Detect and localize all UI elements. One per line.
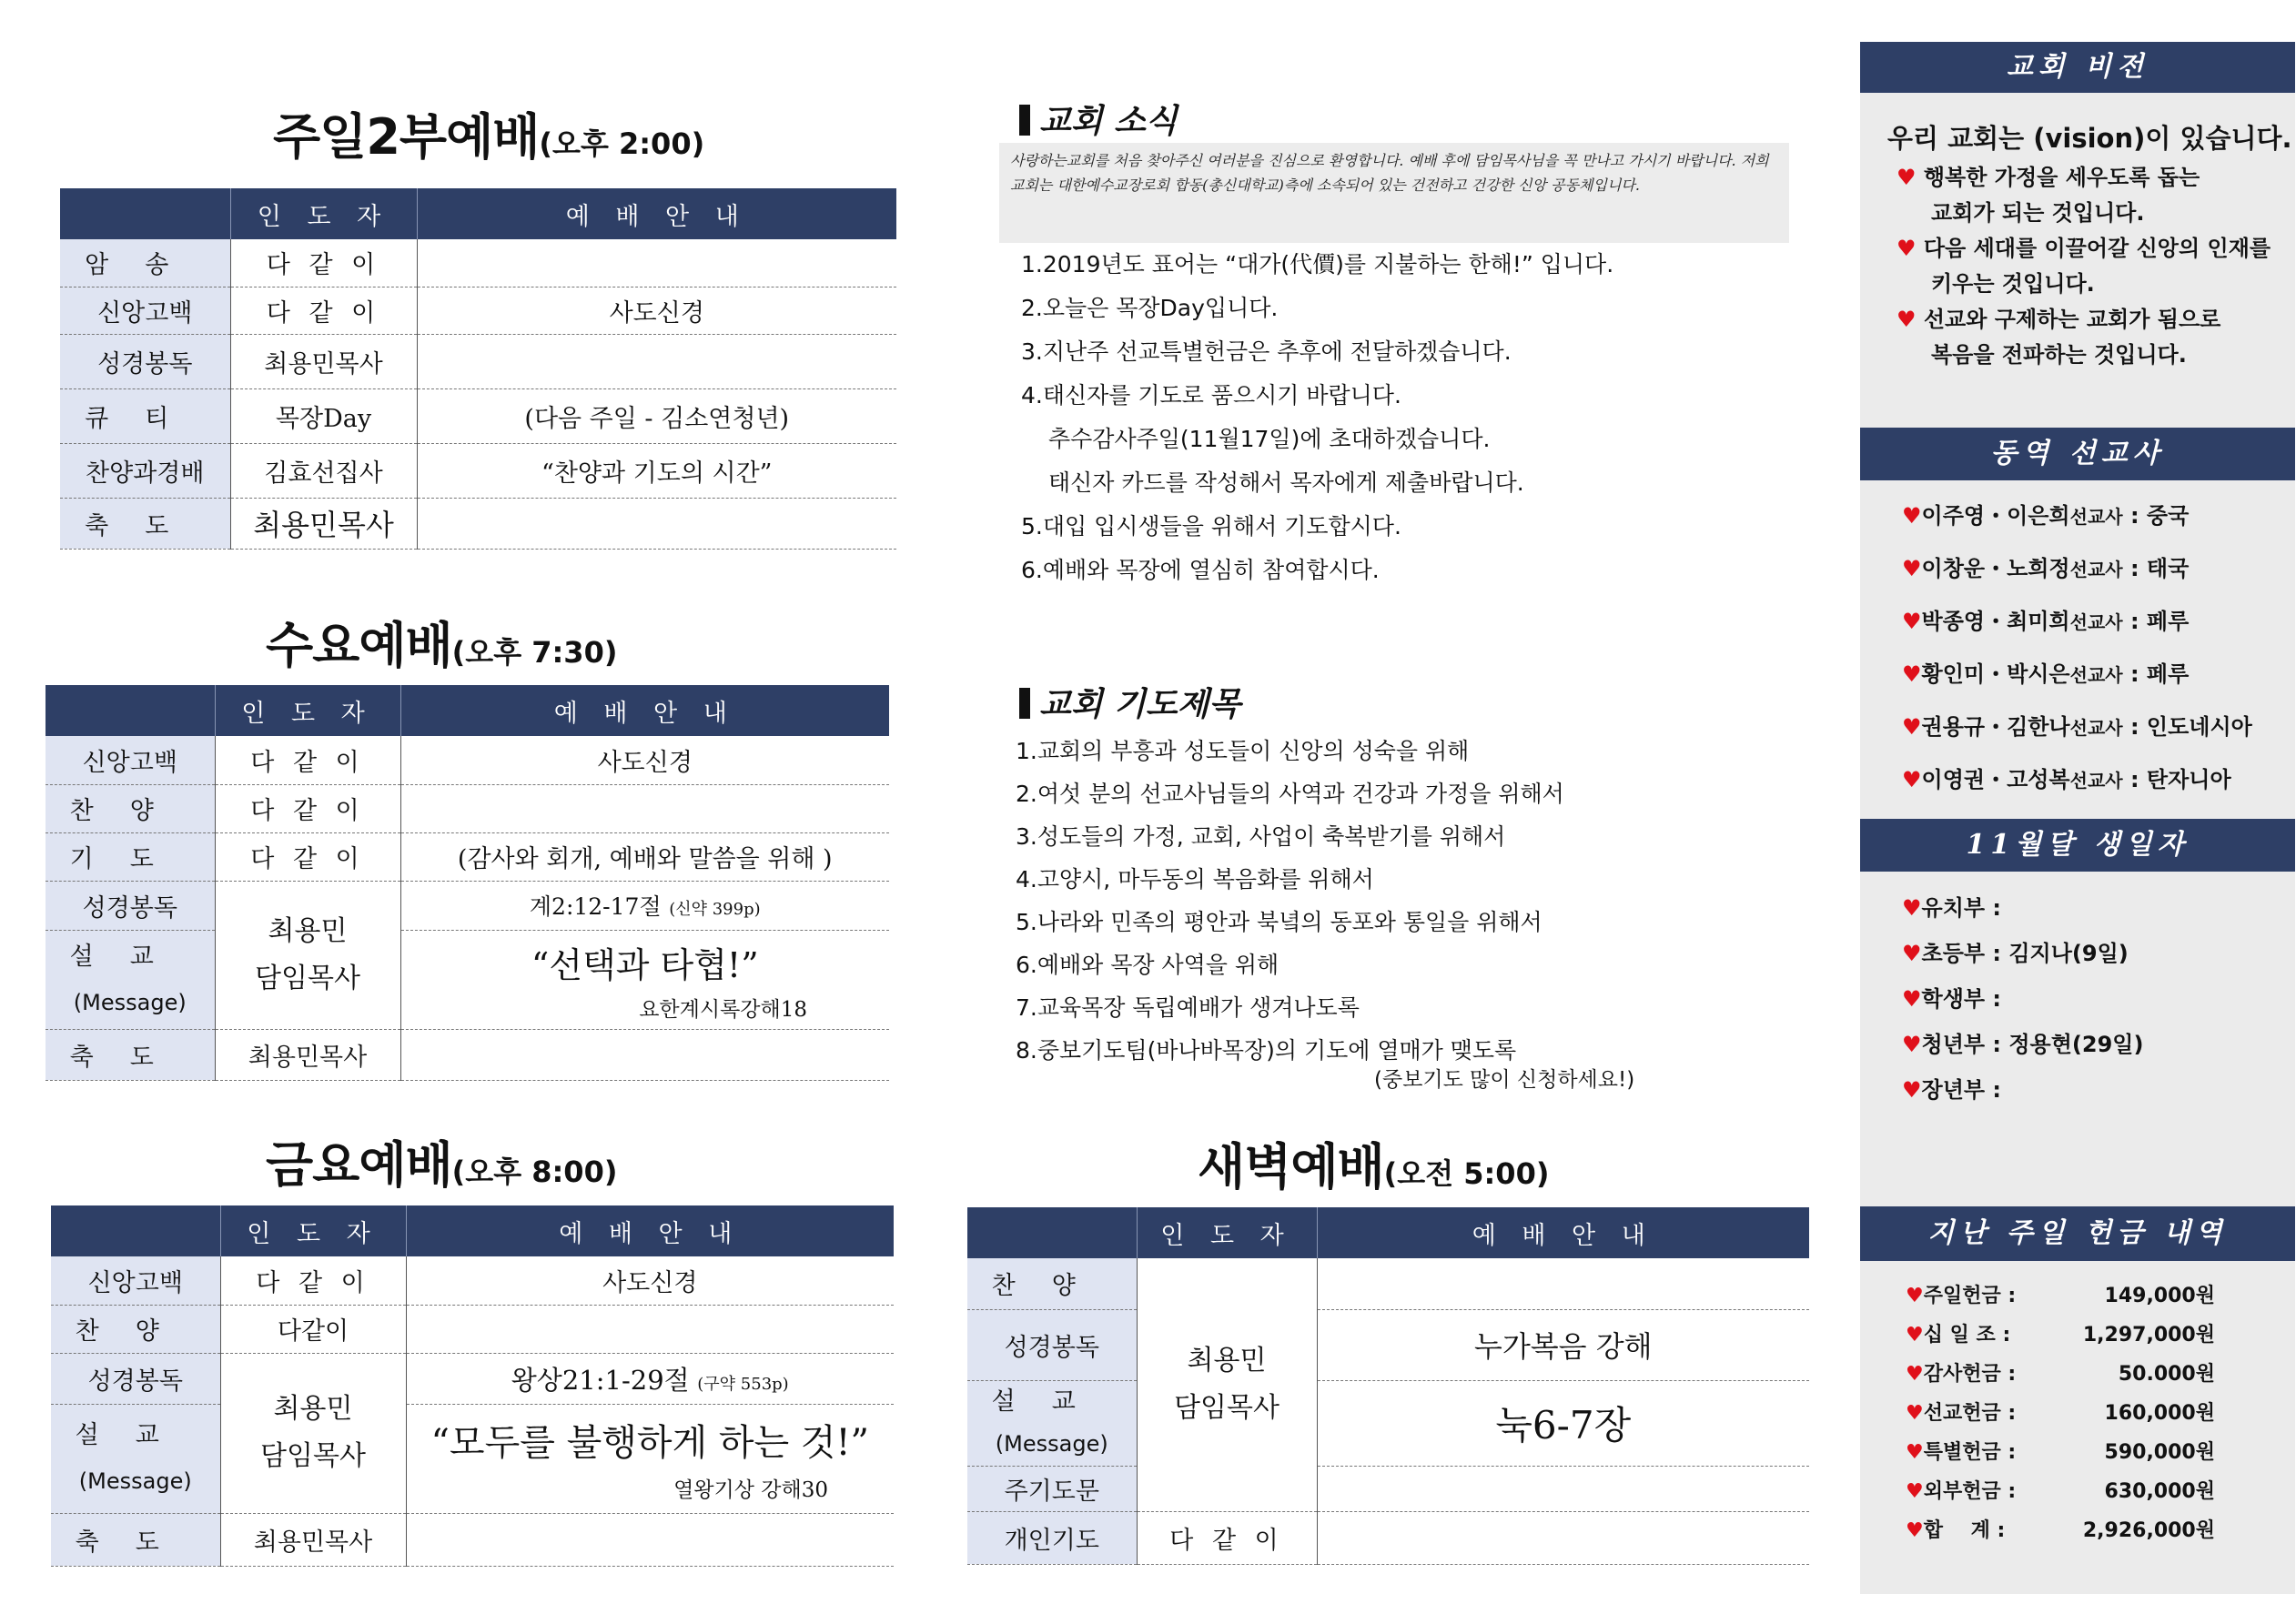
heart-icon: ♥ <box>1902 895 1922 921</box>
list-item: 8.중보기도팀(바나바목장)의 기도에 열매가 맺도록 <box>1016 1037 1517 1064</box>
row-leader: 김효선집사 <box>230 443 417 498</box>
row-label: 축도 <box>46 1029 215 1080</box>
row-guide <box>1317 1511 1809 1564</box>
table-row <box>51 1305 894 1353</box>
welcome-intro: 사랑하는교회를 처음 찾아주신 여러분을 진심으로 환영합니다. 예배 후에 담임목사님을 꼭 만나고 가시기 바랍니다. 저희 교회는 대한예수교장로회 합동(총신대학교)측에 소속되어 있는 건전하고 건강한 신앙 공동체입니다. <box>999 143 1789 243</box>
list-item: 키우는 것입니다. <box>1931 271 2095 297</box>
list-item: 1.2019년도 표어는 “대가(代價)를 지불하는 한해!” 입니다. <box>1021 251 1614 277</box>
row-leader: 다 같 이 <box>215 784 400 832</box>
row-guide <box>400 1029 889 1080</box>
heading-bar-icon <box>1019 105 1030 136</box>
row-leader: 최용민목사 <box>220 1513 406 1566</box>
row-guide <box>406 1353 894 1404</box>
row-label: 성경봉독 <box>51 1353 220 1404</box>
table-row <box>46 1029 889 1080</box>
list-item: ♥ 다음 세대를 이끌어갈 신앙의 인재를 <box>1896 236 2271 261</box>
dawn-title-text: 새벽예배 <box>1198 1138 1384 1195</box>
vision-list <box>1896 160 2271 373</box>
header-guide: 예 배 안 내 <box>400 685 889 736</box>
list-item: 교회가 되는 것입니다. <box>1931 200 2145 226</box>
dawn-table <box>967 1207 1809 1565</box>
preacher-cell <box>220 1353 406 1513</box>
list-item: ♥이창운・노희정선교사 : 태국 <box>1902 556 2190 581</box>
row-label: 축도 <box>51 1513 220 1566</box>
row-guide: “찬양과 기도의 시간” <box>417 443 896 498</box>
heart-icon: ♥ <box>1902 1032 1922 1057</box>
row-leader: 다 같 이 <box>230 239 417 287</box>
friday-table <box>51 1205 894 1567</box>
heart-icon: ♥ <box>1902 941 1922 966</box>
list-item: ♥청년부 : 정용현(29일) <box>1902 1032 2144 1057</box>
news-list <box>1021 243 1613 592</box>
list-item: ♥합 계 : 2,926,000원 <box>1906 1519 2215 1542</box>
sermon-title: “선택과 타협!” <box>531 944 759 985</box>
row-label: 찬양 <box>967 1258 1137 1309</box>
row-guide: 누가복음 강해 <box>1317 1309 1809 1380</box>
list-item: ♥주일헌금 : 149,000원 <box>1906 1285 2215 1307</box>
header-guide: 예 배 안 내 <box>417 188 896 239</box>
list-item: 1.교회의 부흥과 성도들이 신앙의 성숙을 위해 <box>1016 738 1470 764</box>
heart-icon: ♥ <box>1906 1441 1924 1464</box>
row-guide: 사도신경 <box>400 736 889 784</box>
table-row <box>60 287 896 334</box>
row-label: 큐티 <box>60 388 230 443</box>
row-guide <box>417 334 896 388</box>
row-label: 찬양과경배 <box>60 443 230 498</box>
list-item: ♥ 선교와 구제하는 교회가 됨으로 <box>1896 307 2221 332</box>
row-label: 축도 <box>60 498 230 549</box>
table-row <box>46 784 889 832</box>
row-guide <box>406 1305 894 1353</box>
list-item: 태신자 카드를 작성해서 목자에게 제출바랍니다. <box>1048 469 1524 496</box>
prayer-heading <box>1019 679 1240 725</box>
row-leader: 목장Day <box>230 388 417 443</box>
table-row <box>967 1380 1809 1466</box>
wednesday-time: (오후 7:30) <box>451 635 618 670</box>
preacher-title: 담임목사 <box>1174 1391 1279 1424</box>
row-guide <box>417 498 896 549</box>
table-row <box>60 388 896 443</box>
list-item: 2.여섯 분의 선교사님들의 사역과 건강과 가정을 위해서 <box>1016 781 1564 807</box>
list-item: ♥박종영・최미희선교사 : 페루 <box>1902 609 2190 634</box>
list-item: 2.오늘은 목장Day입니다. <box>1021 295 1279 321</box>
friday-title <box>266 1126 617 1196</box>
row-label-sub: (Message) <box>995 1431 1108 1457</box>
preacher-title: 담임목사 <box>260 1440 366 1472</box>
news-heading-text: 교회 소식 <box>1039 102 1178 140</box>
scripture-ref: 계2:12-17절 <box>529 893 662 920</box>
prayer-footnote: (중보기도 많이 신청하세요!) <box>1374 1068 1635 1092</box>
table-row <box>967 1309 1809 1380</box>
row-label-main: 설교 <box>991 1387 1112 1416</box>
wednesday-title-text: 수요예배 <box>266 617 452 674</box>
sermon-series: 열왕기상 강해30 <box>673 1478 828 1502</box>
wednesday-title <box>266 607 617 677</box>
table-row <box>967 1466 1809 1511</box>
heart-icon: ♥ <box>1902 609 1922 634</box>
row-label: 성경봉독 <box>967 1309 1137 1380</box>
list-item: 6.예배와 목장 사역을 위해 <box>1016 952 1279 978</box>
friday-time: (오후 8:00) <box>451 1155 618 1189</box>
list-item: 5.대입 입시생들을 위해서 기도합시다. <box>1021 513 1401 540</box>
row-leader: 다 같 이 <box>215 832 400 881</box>
sermon-title: “모두를 불행하게 하는 것!” <box>430 1422 870 1464</box>
list-item: 5.나라와 민족의 평안과 북녘의 동포와 통일을 위해서 <box>1016 909 1542 935</box>
list-item: ♥십 일 조 : 1,297,000원 <box>1906 1324 2215 1347</box>
list-item: ♥이영권・고성복선교사 : 탄자니아 <box>1902 767 2231 792</box>
list-item: 4.고양시, 마두동의 복음화를 위해서 <box>1016 866 1374 893</box>
dawn-title <box>1198 1128 1549 1198</box>
row-guide: 사도신경 <box>417 287 896 334</box>
list-item: ♥선교헌금 : 160,000원 <box>1906 1402 2215 1425</box>
list-item: 추수감사주일(11월17일)에 초대하겠습니다. <box>1048 426 1491 452</box>
heading-bar-icon <box>1019 688 1030 719</box>
row-leader: 다 같 이 <box>1137 1511 1317 1564</box>
header-leader: 인 도 자 <box>230 188 417 239</box>
vision-heading: 교회 비전 <box>1860 42 2295 93</box>
table-row <box>46 930 889 1029</box>
row-guide <box>1317 1258 1809 1309</box>
sunday-time: (오후 2:00) <box>539 126 705 161</box>
row-leader: 다 같 이 <box>230 287 417 334</box>
heart-icon: ♥ <box>1906 1363 1924 1386</box>
heart-icon: ♥ <box>1902 714 1922 740</box>
row-label-main: 설교 <box>75 1421 196 1449</box>
list-item: ♥유치부 : <box>1902 895 2002 921</box>
list-item: 4.태신자를 기도로 품으시기 바랍니다. <box>1021 382 1401 409</box>
missionaries-heading: 동역 선교사 <box>1860 428 2295 480</box>
table-row <box>60 334 896 388</box>
list-item: 3.성도들의 가정, 교회, 사업이 축복받기를 위해서 <box>1016 823 1506 850</box>
heart-icon: ♥ <box>1906 1285 1924 1307</box>
scripture-page: (구약 553p) <box>697 1374 789 1394</box>
list-item: ♥학생부 : <box>1902 986 2002 1012</box>
heart-icon: ♥ <box>1896 307 1917 332</box>
table-row <box>60 443 896 498</box>
table-row <box>46 881 889 930</box>
row-leader: 다 같 이 <box>215 736 400 784</box>
wednesday-table <box>46 685 889 1081</box>
preacher-cell <box>1137 1258 1317 1511</box>
header-leader: 인 도 자 <box>1137 1207 1317 1258</box>
table-row <box>51 1353 894 1404</box>
list-item: ♥이주영・이은희선교사 : 중국 <box>1902 503 2190 529</box>
row-label: 신앙고백 <box>51 1256 220 1305</box>
preacher-cell <box>215 881 400 1029</box>
header-guide: 예 배 안 내 <box>406 1205 894 1256</box>
table-row <box>51 1404 894 1513</box>
row-leader: 다같이 <box>220 1305 406 1353</box>
news-heading <box>1019 96 1178 142</box>
row-guide <box>417 239 896 287</box>
prayer-list <box>1016 730 1564 1072</box>
list-item: 복음을 전파하는 것입니다. <box>1931 342 2187 368</box>
birthday-heading: 11월달 생일자 <box>1860 819 2295 872</box>
row-label-main: 설교 <box>69 942 190 971</box>
list-item: ♥초등부 : 김지나(9일) <box>1902 941 2129 966</box>
list-item: ♥특별헌금 : 590,000원 <box>1906 1441 2215 1464</box>
heart-icon: ♥ <box>1902 1077 1922 1103</box>
row-guide: (다음 주일 - 김소연청년) <box>417 388 896 443</box>
row-guide <box>400 784 889 832</box>
heart-icon: ♥ <box>1906 1324 1924 1347</box>
row-leader: 최용민목사 <box>230 498 417 549</box>
list-item: ♥장년부 : <box>1902 1077 2002 1103</box>
row-guide <box>400 930 889 1029</box>
row-label: 찬양 <box>46 784 215 832</box>
sermon-series: 요한계시록강해18 <box>639 997 807 1022</box>
row-label: 신앙고백 <box>46 736 215 784</box>
row-label: 신앙고백 <box>60 287 230 334</box>
list-item: ♥외부헌금 : 630,000원 <box>1906 1480 2215 1503</box>
heart-icon: ♥ <box>1906 1480 1924 1503</box>
row-label: 성경봉독 <box>60 334 230 388</box>
list-item: ♥권용규・김한나선교사 : 인도네시아 <box>1902 714 2252 740</box>
table-row <box>60 498 896 549</box>
birthday-list <box>1902 885 2143 1113</box>
heart-icon: ♥ <box>1906 1519 1924 1542</box>
table-row <box>46 736 889 784</box>
dawn-time: (오전 5:00) <box>1383 1156 1550 1191</box>
row-leader: 다 같 이 <box>220 1256 406 1305</box>
list-item: ♥ 행복한 가정을 세우도록 돕는 <box>1896 165 2200 190</box>
list-item: 7.교육목장 독립예배가 생겨나도록 <box>1016 994 1360 1021</box>
table-row <box>967 1511 1809 1564</box>
row-label: 기도 <box>46 832 215 881</box>
header-leader: 인 도 자 <box>220 1205 406 1256</box>
row-label: 주기도문 <box>967 1466 1137 1511</box>
row-label: 암송 <box>60 239 230 287</box>
heart-icon: ♥ <box>1896 236 1917 261</box>
heart-icon: ♥ <box>1902 503 1922 529</box>
offering-heading: 지난 주일 헌금 내역 <box>1860 1206 2295 1261</box>
row-guide <box>1317 1466 1809 1511</box>
row-label: 성경봉독 <box>46 881 215 930</box>
row-label <box>46 930 215 1029</box>
row-label <box>51 1404 220 1513</box>
row-leader: 최용민목사 <box>230 334 417 388</box>
list-item: ♥황인미・박시은선교사 : 페루 <box>1902 661 2190 687</box>
row-guide <box>406 1404 894 1513</box>
sunday-title-text: 주일2부예배 <box>273 108 540 166</box>
table-row <box>51 1256 894 1305</box>
row-guide <box>406 1513 894 1566</box>
list-item: 6.예배와 목장에 열심히 참여합시다. <box>1021 557 1380 583</box>
list-item: ♥감사헌금 : 50.000원 <box>1906 1363 2215 1386</box>
preacher-name: 최용민 <box>273 1393 353 1425</box>
table-row <box>51 1513 894 1566</box>
friday-title-text: 금요예배 <box>266 1136 452 1194</box>
row-label: 개인기도 <box>967 1511 1137 1564</box>
preacher-title: 담임목사 <box>255 962 360 994</box>
header-leader: 인 도 자 <box>215 685 400 736</box>
row-label-sub: (Message) <box>78 1468 192 1494</box>
list-item: 3.지난주 선교특별헌금은 추후에 전달하겠습니다. <box>1021 338 1512 365</box>
row-label <box>967 1380 1137 1466</box>
row-guide: 사도신경 <box>406 1256 894 1305</box>
table-row <box>967 1258 1809 1309</box>
row-label-sub: (Message) <box>73 989 187 1015</box>
row-guide: 눅6-7장 <box>1317 1380 1809 1466</box>
sunday-title <box>273 98 704 168</box>
prayer-heading-text: 교회 기도제목 <box>1039 685 1241 723</box>
preacher-name: 최용민 <box>268 914 348 947</box>
row-guide <box>400 881 889 930</box>
missionary-list <box>1902 489 2252 806</box>
table-row <box>60 239 896 287</box>
heart-icon: ♥ <box>1902 986 1922 1012</box>
scripture-page: (신약 399p) <box>669 900 761 919</box>
row-guide: (감사와 회개, 예배와 말씀을 위해 ) <box>400 832 889 881</box>
table-row <box>46 832 889 881</box>
sunday-table <box>60 188 896 550</box>
preacher-name: 최용민 <box>1187 1344 1267 1377</box>
offering-list <box>1906 1276 2215 1550</box>
heart-icon: ♥ <box>1902 767 1922 792</box>
heart-icon: ♥ <box>1906 1402 1924 1425</box>
row-leader: 최용민목사 <box>215 1029 400 1080</box>
heart-icon: ♥ <box>1896 165 1917 190</box>
heart-icon: ♥ <box>1902 661 1922 687</box>
heart-icon: ♥ <box>1902 556 1922 581</box>
header-guide: 예 배 안 내 <box>1317 1207 1809 1258</box>
vision-title: 우리 교회는 (vision)이 있습니다. <box>1887 123 2292 154</box>
row-label: 찬양 <box>51 1305 220 1353</box>
scripture-ref: 왕상21:1-29절 <box>511 1364 690 1396</box>
